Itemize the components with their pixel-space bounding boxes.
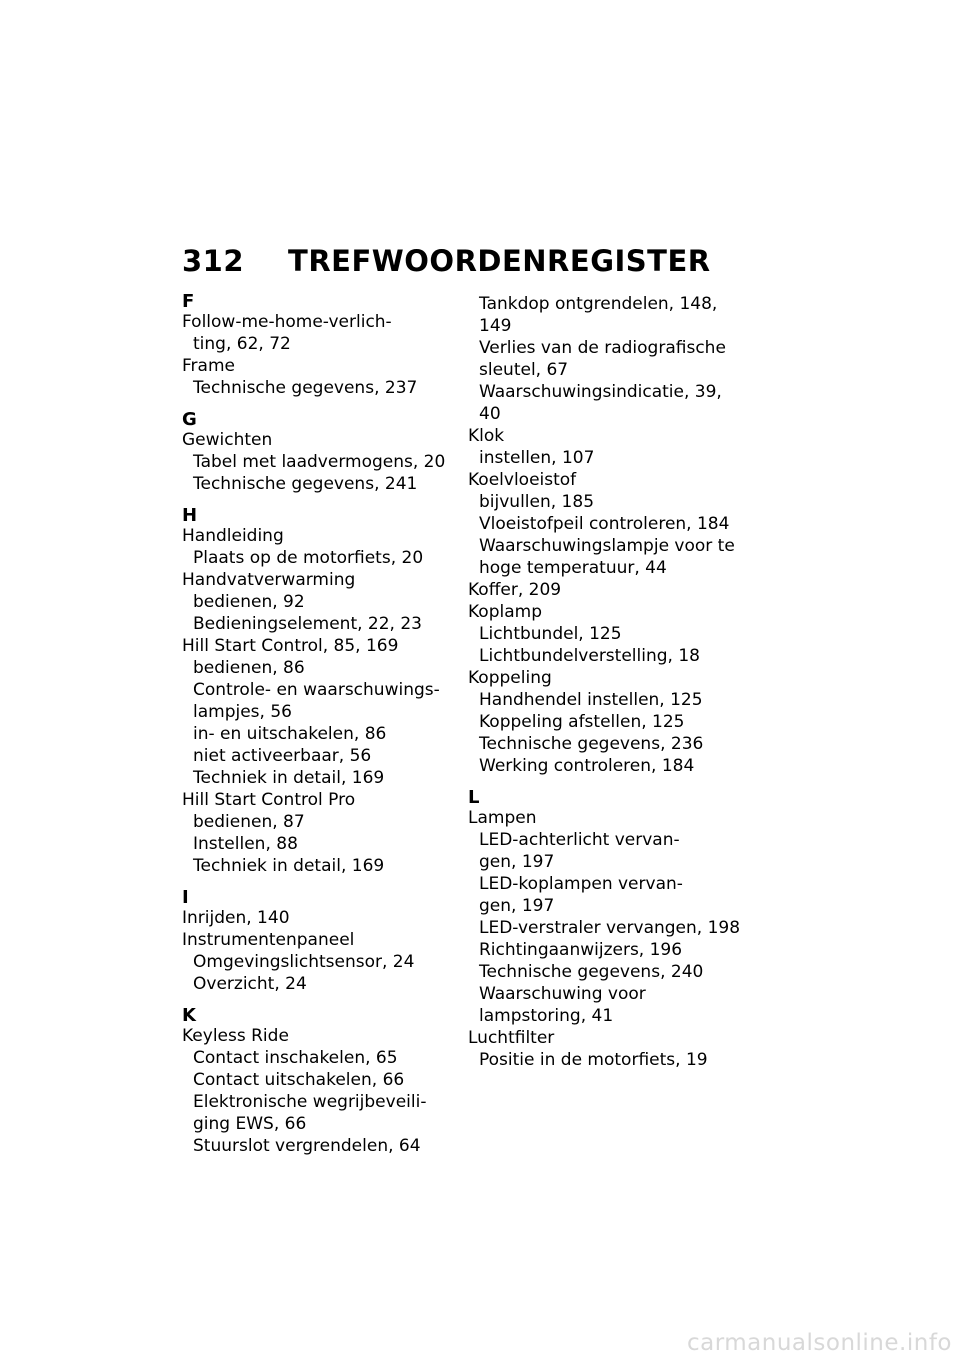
index-subentry: Techniek in detail, 169 — [193, 768, 385, 788]
index-subentry: Tabel met laadvermogens, 20 — [193, 452, 446, 472]
index-subentry: Lichtbundel, 125 — [479, 624, 622, 644]
index-entry: Gewichten — [182, 430, 273, 450]
index-subentry: Handhendel instellen, 125 — [479, 690, 703, 710]
index-subentry: 149 — [479, 316, 512, 336]
index-subentry: 40 — [479, 404, 501, 424]
index-subentry: Waarschuwing voor — [479, 984, 646, 1004]
index-entry: Klok — [468, 426, 505, 446]
index-letter-heading: K — [182, 1005, 196, 1026]
index-subentry: Contact inschakelen, 65 — [193, 1048, 398, 1068]
index-subentry: gen, 197 — [479, 896, 555, 916]
page-header — [182, 244, 711, 278]
index-subentry: Controle- en waarschuwings- — [193, 680, 440, 700]
index-subentry: lampstoring, 41 — [479, 1006, 614, 1026]
index-subentry: hoge temperatuur, 44 — [479, 558, 667, 578]
index-entry: Handleiding — [182, 526, 284, 546]
index-subentry: ging EWS, 66 — [193, 1114, 307, 1134]
page-number: 312 — [182, 244, 245, 278]
index-subentry: in- en uitschakelen, 86 — [193, 724, 387, 744]
index-entry: Frame — [182, 356, 235, 376]
index-entry: Instrumentenpaneel — [182, 930, 355, 950]
index-subentry: Stuurslot vergrendelen, 64 — [193, 1136, 421, 1156]
index-subentry: Technische gegevens, 240 — [479, 962, 704, 982]
index-subentry: LED-verstraler vervangen, 198 — [479, 918, 741, 938]
index-subentry: Bedieningselement, 22, 23 — [193, 614, 422, 634]
index-entry: Koelvloeistof — [468, 470, 577, 490]
index-subentry: Techniek in detail, 169 — [193, 856, 385, 876]
index-letter-heading: I — [182, 887, 189, 908]
index-letter-heading: G — [182, 409, 197, 430]
index-subentry: bedienen, 86 — [193, 658, 305, 678]
index-entry: Koppeling — [468, 668, 552, 688]
index-subentry: Plaats op de motorfiets, 20 — [193, 548, 424, 568]
index-subentry: Elektronische wegrijbeveili- — [193, 1092, 427, 1112]
index-subentry: Positie in de motorfiets, 19 — [479, 1050, 708, 1070]
index-entry: Inrijden, 140 — [182, 908, 290, 928]
index-subentry: LED-koplampen vervan- — [479, 874, 683, 894]
index-subentry: Werking controleren, 184 — [479, 756, 695, 776]
page-title: TREFWOORDENREGISTER — [288, 244, 711, 278]
index-entry: Keyless Ride — [182, 1026, 289, 1046]
index-entry: Hill Start Control Pro — [182, 790, 356, 810]
index-subentry: bijvullen, 185 — [479, 492, 595, 512]
index-column-left — [182, 293, 467, 1157]
index-subentry: Technische gegevens, 241 — [193, 474, 418, 494]
index-letter-heading: F — [182, 291, 195, 312]
index-subentry: Richtingaanwijzers, 196 — [479, 940, 683, 960]
index-subentry: instellen, 107 — [479, 448, 595, 468]
index-subentry: Technische gegevens, 237 — [193, 378, 418, 398]
index-subentry: Waarschuwingsindicatie, 39, — [479, 382, 722, 402]
index-letter-heading: H — [182, 505, 198, 526]
index-entry: Handvatverwarming — [182, 570, 356, 590]
index-entry: Koplamp — [468, 602, 542, 622]
index-subentry: Waarschuwingslampje voor te — [479, 536, 735, 556]
index-entry: Follow-me-home-verlich- — [182, 312, 392, 332]
index-subentry: Instellen, 88 — [193, 834, 298, 854]
index-subentry: bedienen, 92 — [193, 592, 305, 612]
index-column-right — [468, 293, 753, 1071]
index-subentry: Overzicht, 24 — [193, 974, 307, 994]
index-entry: Hill Start Control, 85, 169 — [182, 636, 399, 656]
index-subentry: gen, 197 — [479, 852, 555, 872]
index-subentry: Contact uitschakelen, 66 — [193, 1070, 405, 1090]
index-subentry: Vloeistofpeil controleren, 184 — [479, 514, 730, 534]
index-subentry: Tankdop ontgrendelen, 148, — [479, 294, 718, 314]
index-subentry: Lichtbundelverstelling, 18 — [479, 646, 700, 666]
index-subentry: bedienen, 87 — [193, 812, 305, 832]
index-subentry: Omgevingslichtsensor, 24 — [193, 952, 415, 972]
index-letter-heading: L — [468, 787, 480, 808]
index-entry: Luchtfilter — [468, 1028, 555, 1048]
watermark: carmanualsonline.info — [686, 1330, 952, 1356]
index-subentry: Technische gegevens, 236 — [479, 734, 704, 754]
index-subentry: lampjes, 56 — [193, 702, 292, 722]
index-entry: Lampen — [468, 808, 537, 828]
index-entry: Koffer, 209 — [468, 580, 562, 600]
index-subentry: LED-achterlicht vervan- — [479, 830, 680, 850]
index-subentry: niet activeerbaar, 56 — [193, 746, 372, 766]
index-subentry: ting, 62, 72 — [193, 334, 291, 354]
index-subentry: Koppeling afstellen, 125 — [479, 712, 685, 732]
index-subentry: Verlies van de radiografische — [479, 338, 726, 358]
index-subentry: sleutel, 67 — [479, 360, 569, 380]
